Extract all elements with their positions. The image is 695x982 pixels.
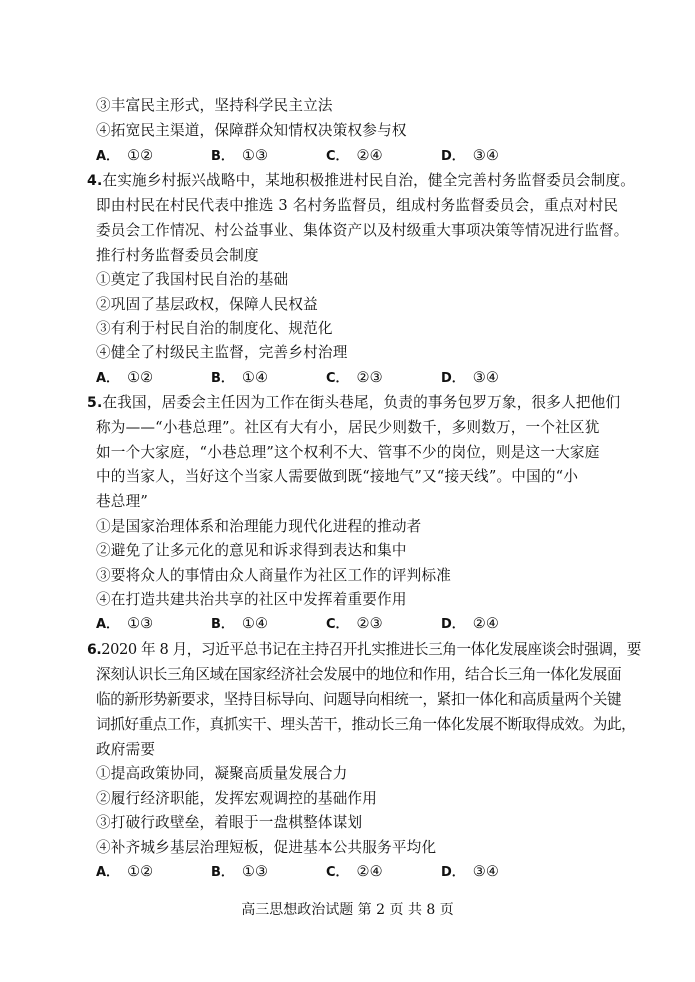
q3-choice-a: A． ①② [96,147,154,164]
q4-number: 4. [87,173,103,189]
q6-choice-b: B． ①③ [211,863,269,880]
q6-stem-line-4: 词抓好重点工作，真抓实干、埋头苦干，推动长三角一体化发展不断取得成效。为此， [96,716,636,733]
page-footer: 高三思想政治试题 第 2 页 共 8 页 [241,902,454,918]
q6-choice-a: A． ①② [96,863,154,880]
q4-choice-c: C． ②③ [326,369,383,386]
q6-option-1: ①提高政策协同，凝聚高质量发展合力 [96,765,348,782]
q4-stem-line-3: 委员会工作情况、村公益事业、集体资产以及村级重大事项决策等情况进行监督。 [96,222,629,239]
q4-option-4: ④健全了村级民主监督，完善乡村治理 [96,344,348,361]
q3-option-3: ③丰富民主形式，坚持科学民主立法 [96,97,333,114]
q3-option-4: ④拓宽民主渠道，保障群众知情权决策权参与权 [96,122,407,139]
q5-choice-a: A． ①③ [96,615,154,632]
q6-stem-line-1: 6.2020 年 8 月，习近平总书记在主持召开扎实推进长三角一体化发展座谈会时强调，要 [87,641,641,658]
q6-option-3: ③打破行政壁垒，着眼于一盘棋整体谋划 [96,814,363,831]
q5-stem-line-4: 中的当家人，当好这个当家人需要做到既“接地气”又“接天线”。中国的“小 [96,468,579,485]
q5-stem-line-1: 5.在我国，居委会主任因为工作在街头巷尾，负责的事务包罗万象，很多人把他们 [87,394,621,411]
q3-choice-c: C． ②④ [326,147,383,164]
q5-option-4: ④在打造共建共治共享的社区中发挥着重要作用 [96,591,407,608]
q4-choice-d: D． ③④ [441,369,499,386]
q3-choice-d: D． ③④ [441,147,499,164]
q4-option-2: ②巩固了基层政权，保障人民权益 [96,296,318,313]
q5-option-2: ②避免了让多元化的意见和诉求得到表达和集中 [96,542,407,559]
q6-stem-line-3: 临的新形势新要求，坚持目标导向、问题导向相统一，紧扣一体化和高质量两个关键 [96,691,622,708]
q4-option-1: ①奠定了我国村民自治的基础 [96,271,289,288]
q5-choice-d: D． ②④ [441,615,499,632]
q4-choice-a: A． ①② [96,369,154,386]
q5-stem-line-5: 巷总理” [96,493,149,510]
q5-number: 5. [87,395,103,411]
q4-choice-b: B． ①④ [211,369,269,386]
q6-choice-d: D． ③④ [441,863,499,880]
q4-stem-line-4: 推行村务监督委员会制度 [96,247,259,264]
q5-choice-b: B． ①④ [211,615,269,632]
q4-stem-line-1: 4.在实施乡村振兴战略中，某地积极推进村民自治，健全完善村务监督委员会制度。 [87,172,636,189]
q5-option-3: ③要将众人的事情由众人商量作为社区工作的评判标准 [96,567,452,584]
q5-choice-c: C． ②③ [326,615,383,632]
q6-stem-line-5: 政府需要 [96,741,156,758]
q3-choice-b: B． ①③ [211,147,269,164]
q6-number: 6. [87,642,102,658]
q6-option-2: ②履行经济职能，发挥宏观调控的基础作用 [96,790,378,807]
q4-option-3: ③有利于村民自治的制度化、规范化 [96,320,333,337]
q5-option-1: ①是国家治理体系和治理能力现代化进程的推动者 [96,518,422,535]
q6-stem-line-2: 深刻认识长三角区域在国家经济社会发展中的地位和作用，结合长三角一体化发展面 [96,666,622,683]
q6-choice-c: C． ②④ [326,863,383,880]
q6-option-4: ④补齐城乡基层治理短板，促进基本公共服务平均化 [96,839,437,856]
q5-stem-line-3: 如一个大家庭，“小巷总理”这个权利不大、管事不少的岗位，则是这一大家庭 [96,444,600,461]
q4-stem-line-2: 即由村民在村民代表中推选 3 名村务监督员，组成村务监督委员会，重点对村民 [96,197,619,214]
q5-stem-line-2: 称为——“小巷总理”。社区有大有小，居民少则数千，多则数万，一个社区犹 [96,419,600,436]
